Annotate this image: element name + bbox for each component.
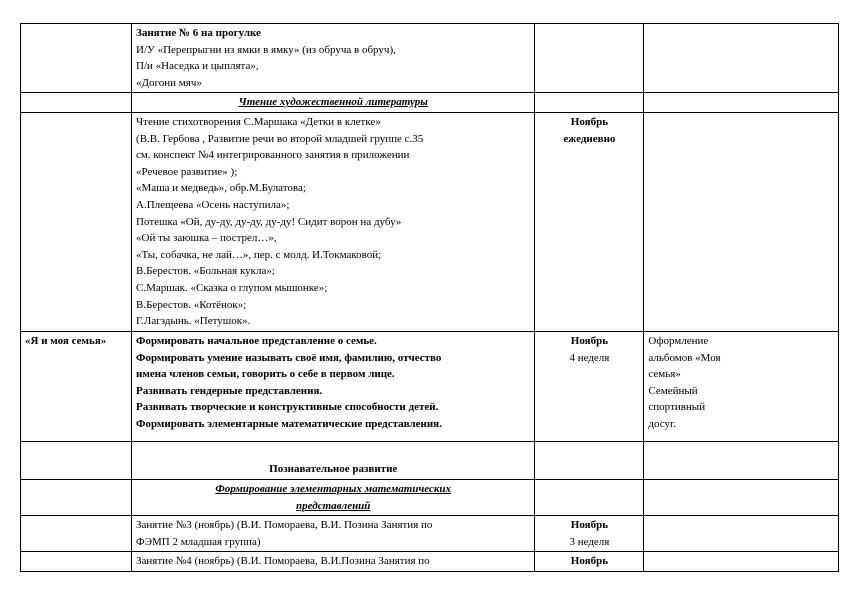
lesson3-time-week: 3 неделя: [569, 535, 610, 548]
math-header-row: [21, 479, 839, 515]
family-final-6: досуг.: [648, 417, 677, 430]
family-line-6: Формировать элементарные математические представления.: [136, 417, 442, 430]
lesson4-content-cell: [132, 552, 535, 572]
reading-line-2: (В.В. Гербова , Развитие речи во второй младшей группе с.35: [136, 132, 424, 145]
cognitive-header-cell: [132, 441, 535, 479]
walk-content-cell: [132, 24, 535, 93]
lesson4-time-cell: [535, 552, 644, 572]
reading-line-10: В.Берестов. «Больная кукла»;: [136, 265, 275, 278]
reading-header-cell: [132, 93, 535, 113]
family-line-2: Формировать умение называть своё имя, фамилию, отчество: [136, 351, 442, 364]
cognitive-header: Познавательное развитие: [269, 463, 398, 476]
lesson4-time-month: Ноябрь: [570, 555, 609, 568]
reading-time-cell: [535, 112, 644, 331]
reading-header-blank: [21, 93, 132, 113]
family-final-1: Оформление: [648, 334, 709, 347]
family-final-4: Семейный: [648, 384, 698, 397]
lesson3-time-month: Ноябрь: [570, 519, 609, 532]
walk-line-1: Занятие № 6 на прогулке: [136, 27, 261, 39]
lesson3-blank: [21, 516, 132, 552]
family-line-5: Развивать творческие и конструктивные способности детей.: [136, 401, 439, 414]
walk-theme-cell: [21, 24, 132, 93]
family-theme-cell: [21, 331, 132, 441]
reading-line-1: Чтение стихотворения С.Маршака «Детки в клетке»: [136, 115, 381, 128]
lesson4-final-cell: [644, 552, 839, 572]
family-theme: «Я и моя семья»: [25, 334, 107, 347]
reading-line-5: «Маша и медведь», обр.М.Булатова;: [136, 182, 306, 195]
reading-content-cell: [132, 112, 535, 331]
family-content-cell: [132, 331, 535, 441]
reading-line-13: Г.Лагздынь. «Петушок».: [136, 315, 251, 328]
family-final-cell: [644, 331, 839, 441]
reading-header-blank-2: [535, 93, 644, 113]
reading-line-3: см. конспект №4 интегрированного занятия в приложении: [136, 149, 410, 162]
reading-header-blank-3: [644, 93, 839, 113]
walk-time-cell: [535, 24, 644, 93]
lesson3-row: [21, 516, 839, 552]
cognitive-blank-1: [21, 441, 132, 479]
walk-row: [21, 24, 839, 93]
lesson3-final-cell: [644, 516, 839, 552]
reading-theme-cell: [21, 112, 132, 331]
math-blank-1: [21, 479, 132, 515]
cognitive-blank-3: [644, 441, 839, 479]
family-time-week: 4 неделя: [569, 351, 610, 364]
math-header-line-2: представлений: [296, 499, 371, 512]
walk-line-2: И/У «Перепрыгни из ямки в ямку» (из обруча в обруч),: [136, 43, 396, 56]
walk-line-4: «Догони мяч»: [136, 76, 202, 89]
lesson3-time-cell: [535, 516, 644, 552]
family-time-month: Ноябрь: [570, 334, 609, 347]
lesson4-row: [21, 552, 839, 572]
lesson4-blank: [21, 552, 132, 572]
reading-time-month: Ноябрь: [570, 115, 609, 128]
reading-line-4: «Речевое развитие» );: [136, 165, 238, 178]
family-final-3: семья»: [648, 368, 681, 381]
reading-row: [21, 112, 839, 331]
lesson3-line-2: ФЭМП 2 младшая группа): [136, 535, 261, 548]
lesson3-content-cell: [132, 516, 535, 552]
reading-line-12: В.Берестов. «Котёнок»;: [136, 298, 247, 311]
reading-line-6: А.Плещеева «Осень наступила»;: [136, 198, 290, 211]
reading-final-cell: [644, 112, 839, 331]
reading-header: Чтение художественной литературы: [238, 96, 428, 109]
family-line-1: Формировать начальное представление о семье.: [136, 334, 377, 347]
cognitive-header-row: [21, 441, 839, 479]
reading-line-8: «Ой ты заюшка – пострел…»,: [136, 232, 277, 245]
reading-line-11: С.Маршак. «Сказка о глупом мышонке»;: [136, 281, 328, 294]
lesson3-line-1: Занятие №3 (ноябрь) (В.И. Помораева, В.И. Позина Занятия по: [136, 519, 433, 532]
family-time-cell: [535, 331, 644, 441]
reading-header-row: [21, 93, 839, 113]
family-line-4: Развивать гендерные представления.: [136, 384, 323, 397]
family-final-5: спортивный: [648, 401, 706, 414]
reading-time-freq: ежедневно: [563, 132, 616, 145]
math-blank-2: [535, 479, 644, 515]
reading-line-9: «Ты, собачка, не лай…», пер. с молд. И.Токмаковой;: [136, 248, 382, 261]
education-plan-table: [20, 23, 839, 572]
cognitive-blank-2: [535, 441, 644, 479]
walk-final-cell: [644, 24, 839, 93]
family-line-3: имена членов семьи, говорить о себе в первом лице.: [136, 368, 395, 381]
walk-line-3: П/и «Наседка и цыплята»,: [136, 60, 259, 73]
math-blank-3: [644, 479, 839, 515]
math-header-line-1: Формирование элементарных математических: [215, 482, 452, 495]
math-header-cell: [132, 479, 535, 515]
family-row: [21, 331, 839, 441]
family-final-2: альбомов «Моя: [648, 351, 721, 364]
lesson4-line-1: Занятие №4 (ноябрь) (В.И. Помораева, В.И.Позина Занятия по: [136, 555, 430, 568]
reading-line-7: Потешка «Ой, ду-ду, ду-ду, ду-ду! Сидит ворон на дубу»: [136, 215, 402, 228]
